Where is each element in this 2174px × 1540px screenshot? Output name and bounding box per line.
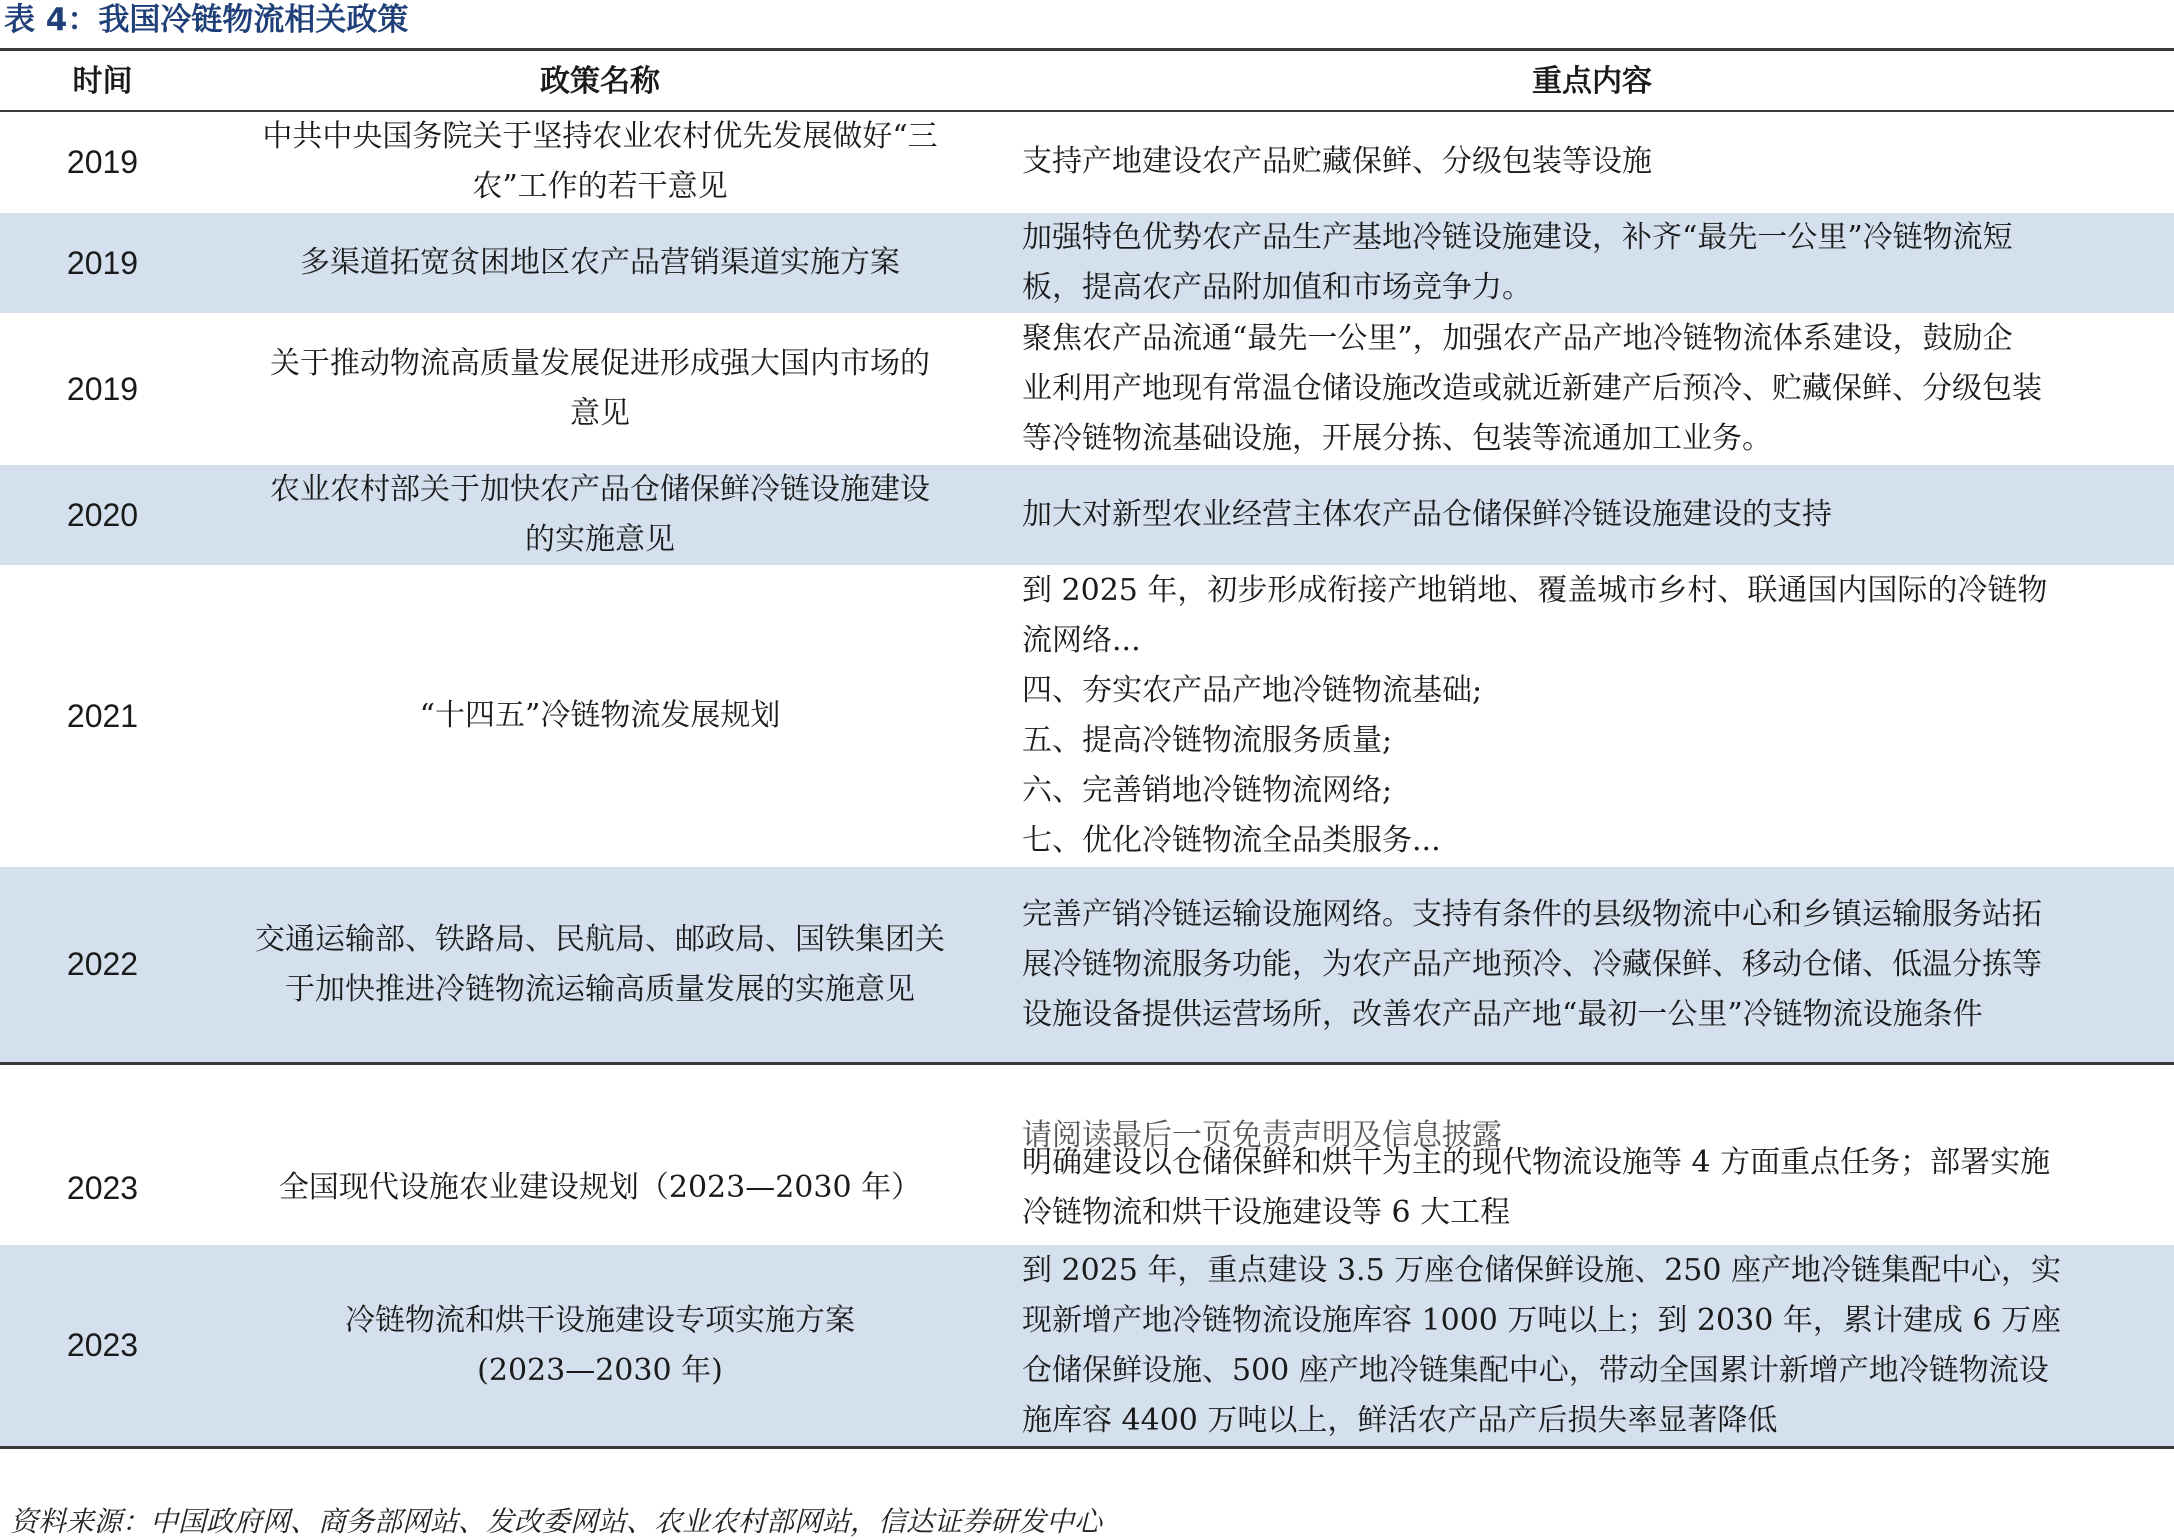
policy-name-line: 冷链物流和烘干设施建设专项实施方案 — [345, 1302, 855, 1338]
key-content-line: 完善产销冷链运输设施网络。支持有条件的县级物流中心和乡镇运输服务站拓 — [1022, 896, 2042, 932]
key-content-line: 施库容 4400 万吨以上，鲜活农产品产后损失率显著降低 — [1022, 1402, 1778, 1438]
key-content-line: 加强特色优势农产品生产基地冷链设施建设，补齐“最先一公里”冷链物流短 — [1022, 220, 2013, 255]
policy-name-line: 的实施意见 — [525, 522, 675, 557]
key-content-line: 五、提高冷链物流服务质量; — [1022, 723, 1393, 758]
key-content-line: 现新增产地冷链物流设施库容 1000 万吨以上；到 2030 年，累计建成 6 万座 — [1022, 1302, 2061, 1338]
row-year: 2023 — [66, 1327, 139, 1363]
row-key-content — [1022, 465, 2162, 565]
table-row — [0, 465, 2174, 565]
row-key-content — [1022, 867, 2162, 1062]
key-content-line: 聚焦农产品流通“最先一公里”，加强农产品产地冷链物流体系建设，鼓励企 — [1022, 321, 2013, 356]
key-content-line: 明确建设以仓储保鲜和烘干为主的现代物流设施等 4 方面重点任务；部署实施 — [1022, 1145, 2051, 1180]
source-note: 资料来源：中国政府网、商务部网站、发改委网站、农业农村部网站，信达证券研发中心 — [10, 1505, 1103, 1538]
row-policy-name — [220, 112, 980, 212]
policy-name-line: 农”工作的若干意见 — [472, 169, 728, 204]
key-content-line: 仓储保鲜设施、500 座产地冷链集配中心，带动全国累计新增产地冷链物流设 — [1022, 1352, 2049, 1388]
row-key-content — [1022, 112, 2162, 212]
policy-name-line: 意见 — [570, 396, 630, 431]
table-row — [0, 867, 2174, 1062]
key-content-line: 六、完善销地冷链物流网络; — [1022, 773, 1393, 808]
key-content-line: 展冷链物流服务功能，为农产品产地预冷、冷藏保鲜、移动仓储、低温分拣等 — [1022, 946, 2042, 982]
row-policy-name — [220, 465, 980, 565]
page-break — [0, 1066, 2174, 1153]
key-content-line: 板，提高农产品附加值和市场竞争力。 — [1022, 270, 1532, 305]
row-year: 2019 — [66, 370, 139, 407]
row-year: 2019 — [66, 143, 139, 180]
key-content-line: 四、夯实农产品产地冷链物流基础; — [1022, 673, 1483, 708]
row-key-content — [1022, 1245, 2162, 1446]
key-content-line: 加大对新型农业经营主体农产品仓储保鲜冷链设施建设的支持 — [1022, 497, 1832, 532]
row-policy-name — [220, 867, 980, 1062]
header-content: 重点内容 — [1532, 64, 1652, 99]
key-content-line: 到 2025 年，初步形成衔接产地销地、覆盖城市乡村、联通国内国际的冷链物 — [1022, 573, 2048, 608]
row-year: 2021 — [66, 697, 139, 734]
top-rule — [0, 48, 2174, 51]
row-policy-name — [220, 314, 980, 464]
header-name: 政策名称 — [540, 64, 660, 99]
key-content-line: 设施设备提供运营场所，改善农产品产地“最初一公里”冷链物流设施条件 — [1022, 996, 1983, 1032]
table-row — [0, 314, 2174, 464]
row-policy-name — [220, 213, 980, 313]
table-row — [0, 566, 2174, 866]
row-key-content — [1022, 566, 2162, 866]
key-content-line: 冷链物流和烘干设施建设等 6 大工程 — [1022, 1195, 1511, 1230]
key-content-line: 七、优化冷链物流全品类服务... — [1022, 823, 1441, 858]
row-year: 2019 — [66, 244, 139, 281]
table-row — [0, 213, 2174, 313]
row-year: 2020 — [66, 496, 139, 533]
row-key-content — [1022, 314, 2162, 464]
policy-name-line: 于加快推进冷链物流运输高质量发展的实施意见 — [285, 971, 915, 1007]
policy-name-line: “十四五”冷链物流发展规划 — [419, 698, 781, 733]
row-policy-name — [220, 1132, 980, 1244]
key-content-line: 业利用产地现有常温仓储设施改造或就近新建产后预冷、贮藏保鲜、分级包装 — [1022, 371, 2042, 406]
section-rule — [0, 1062, 2174, 1065]
policy-name-line: 中共中央国务院关于坚持农业农村优先发展做好“三 — [262, 119, 938, 154]
key-content-line: 支持产地建设农产品贮藏保鲜、分级包装等设施 — [1022, 144, 1652, 179]
table-row — [0, 112, 2174, 212]
table-row — [0, 1245, 2174, 1446]
row-year: 2022 — [66, 946, 139, 982]
page-break-fragment: 请阅读最后一页免责声明及信息披露 — [1022, 1118, 1502, 1153]
row-policy-name — [220, 566, 980, 866]
row-policy-name — [220, 1245, 980, 1446]
bottom-rule — [0, 1446, 2174, 1449]
policy-name-line: (2023—2030 年) — [477, 1352, 723, 1388]
policy-name-line: 全国现代设施农业建设规划（2023—2030 年） — [278, 1170, 922, 1205]
policy-name-line: 多渠道拓宽贫困地区农产品营销渠道实施方案 — [300, 245, 900, 280]
policy-name-line: 关于推动物流高质量发展促进形成强大国内市场的 — [270, 346, 930, 381]
table-title: 表 4：我国冷链物流相关政策 — [4, 2, 409, 38]
key-content-line: 到 2025 年，重点建设 3.5 万座仓储保鲜设施、250 座产地冷链集配中心，实 — [1022, 1252, 2061, 1288]
policy-name-line: 农业农村部关于加快农产品仓储保鲜冷链设施建设 — [270, 472, 930, 507]
row-year: 2023 — [66, 1169, 139, 1206]
header-time: 时间 — [72, 64, 133, 99]
key-content-line: 流网络... — [1022, 623, 1141, 658]
policy-name-line: 交通运输部、铁路局、民航局、邮政局、国铁集团关 — [255, 921, 945, 957]
key-content-line: 等冷链物流基础设施，开展分拣、包装等流通加工业务。 — [1022, 421, 1772, 456]
row-key-content — [1022, 213, 2162, 313]
